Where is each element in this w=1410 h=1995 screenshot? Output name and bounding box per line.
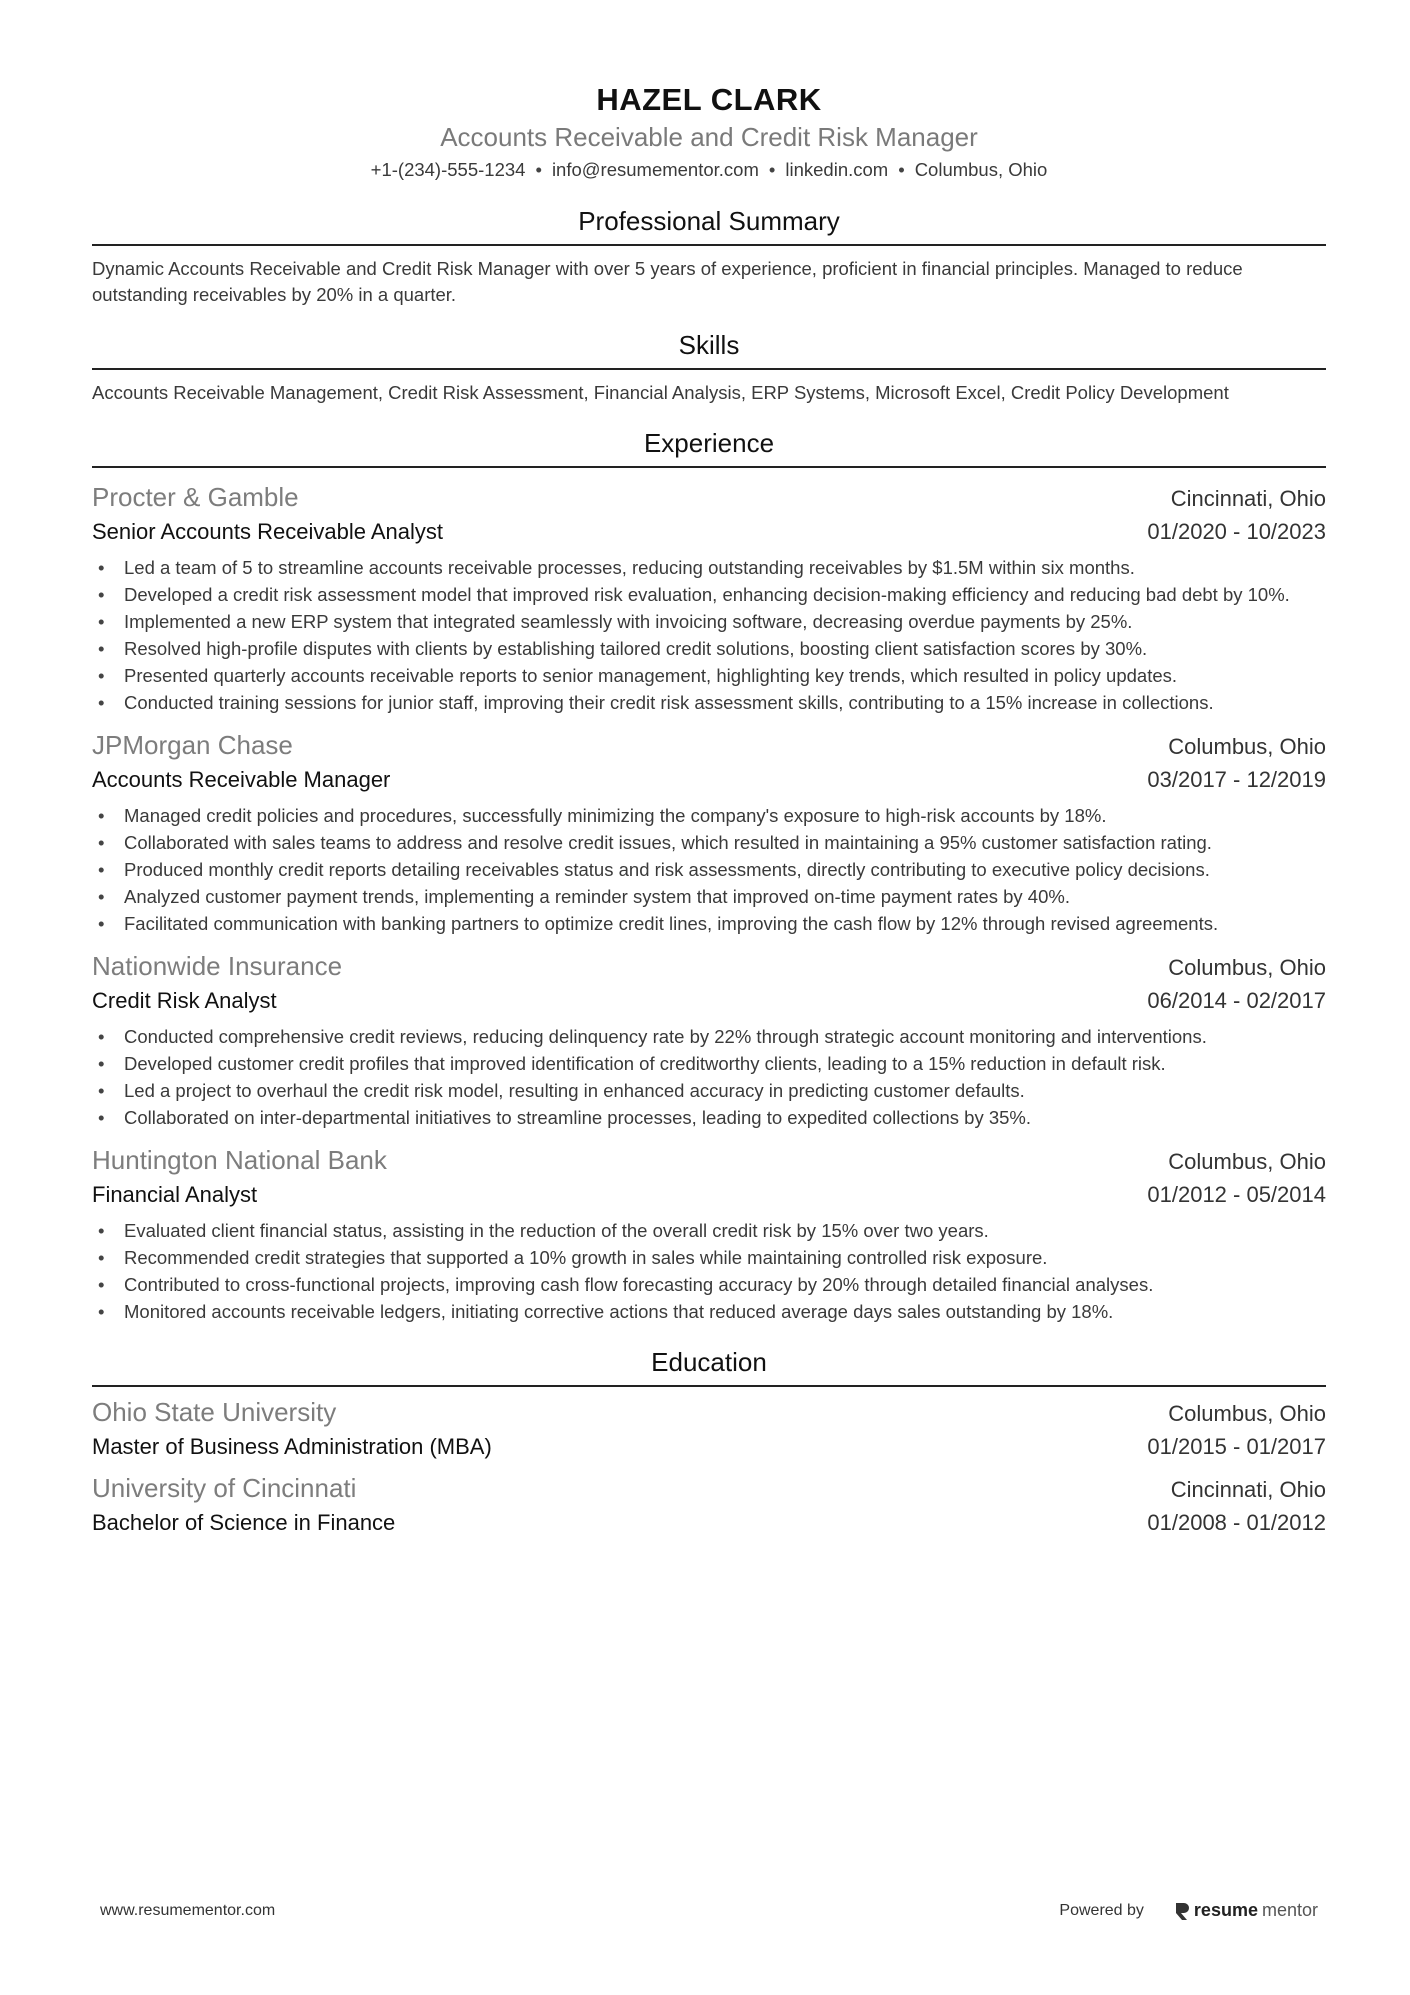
section-title-education: Education <box>92 1345 1326 1387</box>
job-bullet: • Implemented a new ERP system that integrated seamlessly with invoicing software, decreasing overdue payments by 25%. <box>92 608 1326 635</box>
contact-location: Columbus, Ohio <box>914 159 1048 180</box>
contact-email[interactable]: info@resumementor.com <box>551 159 759 180</box>
job-bullet: • Collaborated with sales teams to address and resolve credit issues, which resulted in maintaining a 95% customer satisfaction rating. <box>92 829 1326 856</box>
job-bullet: • Conducted comprehensive credit reviews, reducing delinquency rate by 22% through strategic account monitoring and interventions. <box>92 1023 1326 1050</box>
job-bullet: • Resolved high-profile disputes with clients by establishing tailored credit solutions, boosting client satisfaction scores by 30%. <box>92 635 1326 662</box>
job-title: Credit Risk Analyst <box>92 988 277 1013</box>
job-bullet: • Led a team of 5 to streamline accounts receivable processes, reducing outstanding receivables by $1.5M within six months. <box>92 554 1326 581</box>
contact-separator: • <box>535 159 542 180</box>
contact-separator: • <box>768 159 776 180</box>
candidate-role: Accounts Receivable and Credit Risk Manager <box>440 122 978 152</box>
footer-brand <box>1059 1900 1318 1921</box>
job-bullets <box>92 1023 1326 1131</box>
job-entry <box>92 480 1326 716</box>
job-bullets <box>92 1217 1326 1325</box>
job-location: Columbus, Ohio <box>1168 1149 1326 1174</box>
job-bullet: • Analyzed customer payment trends, implementing a reminder system that improved on-time payment rates by 40%. <box>92 883 1326 910</box>
resumementor-logo[interactable] <box>1174 1900 1318 1921</box>
edu-dates: 01/2008 - 01/2012 <box>1147 1510 1326 1535</box>
logo-text-bold: resume <box>1193 1900 1258 1920</box>
edu-location: Columbus, Ohio <box>1168 1401 1326 1426</box>
job-bullet: • Recommended credit strategies that supported a 10% growth in sales while maintaining controlled risk exposure. <box>92 1244 1326 1271</box>
contact-linkedin[interactable]: linkedin.com <box>785 159 889 180</box>
job-location: Columbus, Ohio <box>1168 955 1326 980</box>
job-dates: 01/2012 - 05/2014 <box>1147 1182 1326 1207</box>
job-bullet: • Facilitated communication with banking partners to optimize credit lines, improving the cash flow by 12% through revised agreements. <box>92 910 1326 937</box>
job-bullet: • Monitored accounts receivable ledgers, initiating corrective actions that reduced average days sales outstanding by 18%. <box>92 1298 1326 1325</box>
section-title-skills: Skills <box>92 328 1326 370</box>
skills-text: Accounts Receivable Management, Credit Risk Assessment, Financial Analysis, ERP Systems, Microsoft Excel, Credit Policy Development <box>92 382 1229 403</box>
section-title-summary: Professional Summary <box>92 204 1326 246</box>
job-bullet: • Collaborated on inter-departmental initiatives to streamline processes, leading to expedited collections by 35%. <box>92 1104 1326 1131</box>
job-company: Procter & Gamble <box>92 482 299 512</box>
job-bullet: • Contributed to cross-functional projects, improving cash flow forecasting accuracy by 20% through detailed financial analyses. <box>92 1271 1326 1298</box>
job-bullet: • Presented quarterly accounts receivable reports to senior management, highlighting key trends, which resulted in policy updates. <box>92 662 1326 689</box>
candidate-name: HAZEL CLARK <box>596 82 822 117</box>
section-title-experience: Experience <box>92 426 1326 468</box>
job-dates: 03/2017 - 12/2019 <box>1147 767 1326 792</box>
job-title: Senior Accounts Receivable Analyst <box>92 519 443 544</box>
edu-degree: Bachelor of Science in Finance <box>92 1510 396 1535</box>
edu-degree: Master of Business Administration (MBA) <box>92 1434 492 1459</box>
job-bullet: • Developed a credit risk assessment model that improved risk evaluation, enhancing decision-making efficiency and reducing bad debt by 10%. <box>92 581 1326 608</box>
job-company: JPMorgan Chase <box>92 730 293 760</box>
job-company: Nationwide Insurance <box>92 951 343 981</box>
job-title: Accounts Receivable Manager <box>92 767 391 792</box>
footer-website[interactable]: www.resumementor.com <box>100 1901 276 1919</box>
job-entry <box>92 728 1326 937</box>
job-location: Columbus, Ohio <box>1168 734 1326 759</box>
job-bullet: • Produced monthly credit reports detailing receivables status and risk assessments, directly contributing to executive policy decisions. <box>92 856 1326 883</box>
summary-text: Dynamic Accounts Receivable and Credit Risk Manager with over 5 years of experience, proficient in financial principles. Managed to reduce outstanding receivables by 20% in a quarter. <box>92 258 1243 305</box>
job-entry <box>92 1143 1326 1325</box>
job-entry <box>92 949 1326 1131</box>
page-footer <box>100 1900 1318 1921</box>
job-bullet: • Evaluated client financial status, assisting in the reduction of the overall credit risk by 15% over two years. <box>92 1217 1326 1244</box>
contact-phone: +1-(234)-555-1234 <box>370 159 526 180</box>
education-entry <box>92 1471 1326 1539</box>
job-dates: 06/2014 - 02/2017 <box>1147 988 1326 1013</box>
job-bullet: • Conducted training sessions for junior staff, improving their credit risk assessment skills, contributing to a 15% increase in collections. <box>92 689 1326 716</box>
job-bullet: • Developed customer credit profiles that improved identification of creditworthy clients, leading to a 15% reduction in default risk. <box>92 1050 1326 1077</box>
job-bullets <box>92 554 1326 716</box>
edu-location: Cincinnati, Ohio <box>1170 1477 1326 1502</box>
job-bullets <box>92 802 1326 937</box>
contact-separator: • <box>898 159 905 180</box>
education-entry <box>92 1395 1326 1463</box>
edu-dates: 01/2015 - 01/2017 <box>1147 1434 1326 1459</box>
powered-by-label: Powered by <box>1059 1901 1144 1919</box>
job-title: Financial Analyst <box>92 1182 258 1207</box>
edu-school: Ohio State University <box>92 1397 337 1427</box>
resume-header <box>92 80 1326 184</box>
job-bullet: • Managed credit policies and procedures, successfully minimizing the company's exposure to high-risk accounts by 18%. <box>92 802 1326 829</box>
job-company: Huntington National Bank <box>92 1145 387 1175</box>
resume-page <box>92 80 1326 1539</box>
resumementor-logo-icon <box>1174 1901 1190 1921</box>
edu-school: University of Cincinnati <box>92 1473 357 1503</box>
job-dates: 01/2020 - 10/2023 <box>1147 519 1326 544</box>
contact-line <box>92 156 1326 184</box>
logo-text-light: mentor <box>1261 1900 1318 1920</box>
job-bullet: • Led a project to overhaul the credit risk model, resulting in enhanced accuracy in predicting customer defaults. <box>92 1077 1326 1104</box>
job-location: Cincinnati, Ohio <box>1170 486 1326 511</box>
